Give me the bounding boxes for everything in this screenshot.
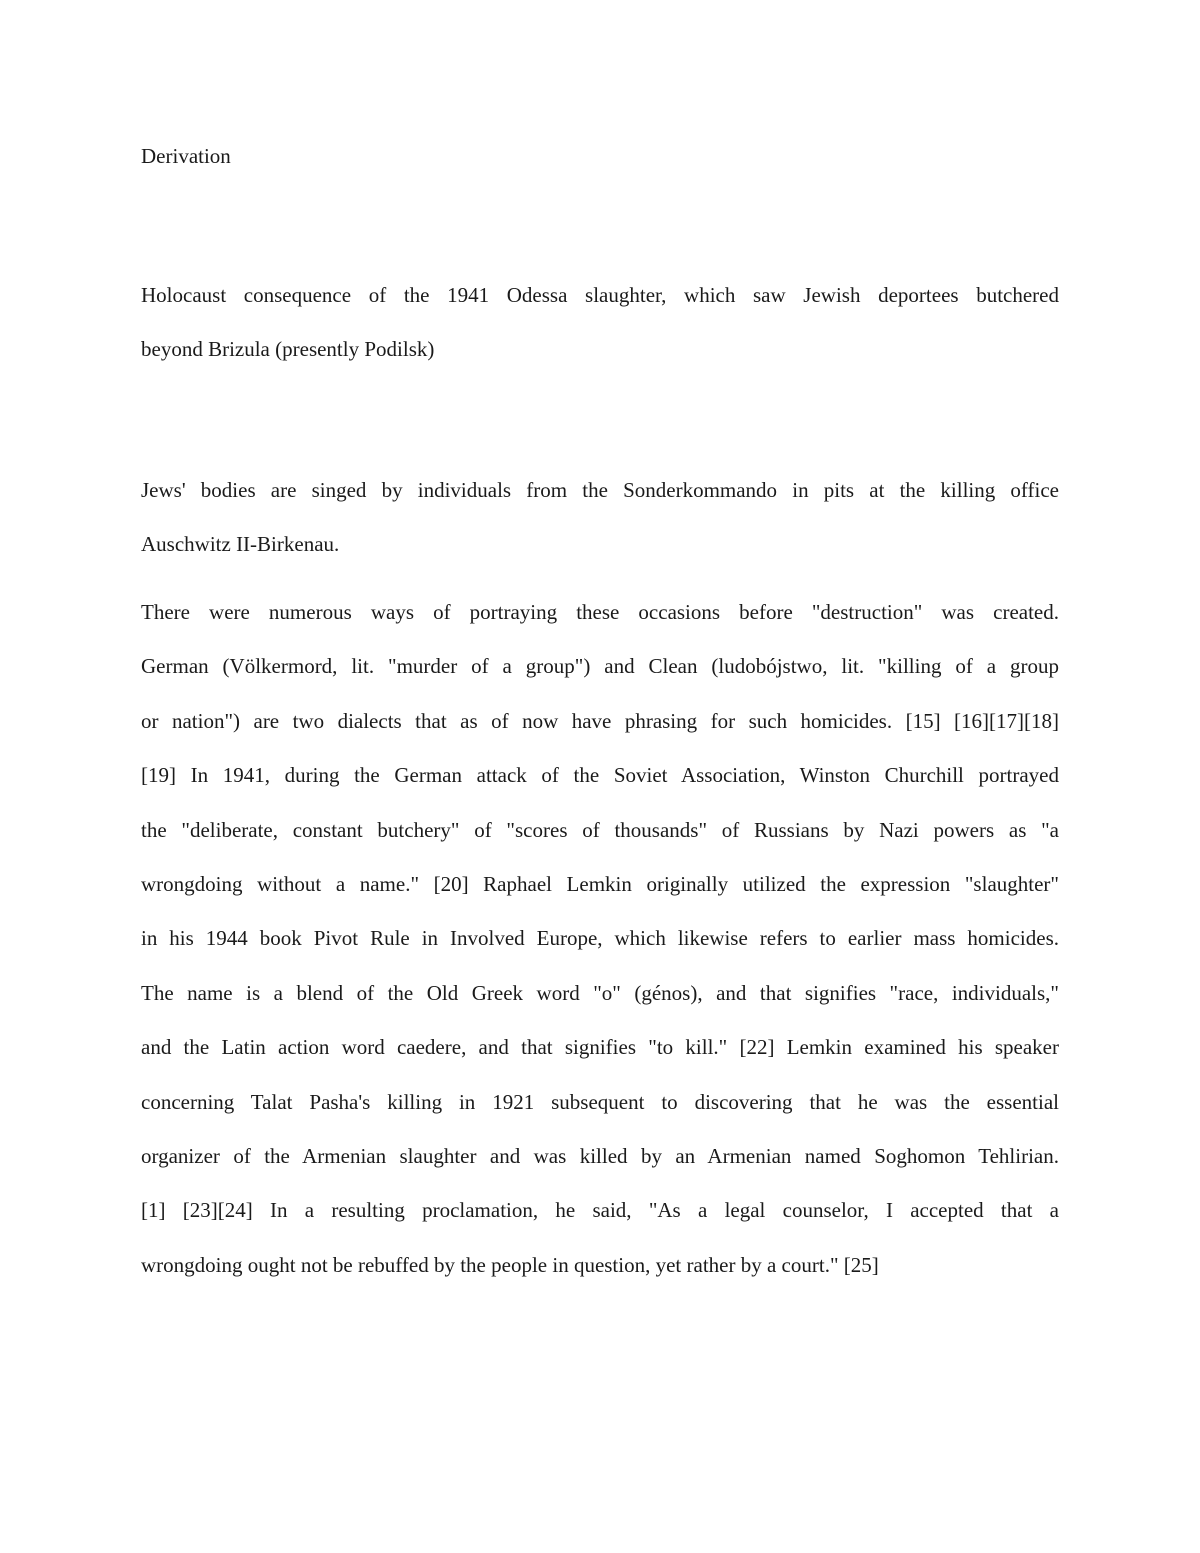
caption-paragraph-1	[141, 268, 1059, 377]
body-line: There were numerous ways of portraying these occasions before "destruction" was created.	[141, 600, 1059, 624]
document-heading: Derivation	[141, 144, 231, 168]
body-line: wrongdoing without a name." [20] Raphael Lemkin originally utilized the expression "slaughter"	[141, 871, 1059, 896]
body-line: and the Latin action word caedere, and that signifies "to kill." [22] Lemkin examined his speaker	[141, 1035, 1059, 1060]
caption-1-line: Holocaust consequence of the 1941 Odessa slaughter, which saw Jewish deportees butchered	[141, 283, 1059, 307]
caption-2-line: Auschwitz II-Birkenau.	[141, 532, 340, 557]
caption-paragraph-2	[141, 463, 1059, 572]
body-line: The name is a blend of the Old Greek word "o" (génos), and that signifies "race, individuals,"	[141, 980, 1059, 1005]
body-line: concerning Talat Pasha's killing in 1921 subsequent to discovering that he was the essential	[141, 1089, 1059, 1114]
body-paragraph	[141, 585, 1059, 1292]
body-line: [1] [23][24] In a resulting proclamation, he said, "As a legal counselor, I accepted that a	[141, 1198, 1059, 1223]
caption-2-line: Jews' bodies are singed by individuals from the Sonderkommando in pits at the killing office	[141, 478, 1059, 502]
body-line: in his 1944 book Pivot Rule in Involved Europe, which likewise refers to earlier mass homicides.	[141, 926, 1059, 951]
body-line: German (Völkermord, lit. "murder of a group") and Clean (ludobójstwo, lit. "killing of a group	[141, 654, 1059, 679]
body-line: the "deliberate, constant butchery" of "scores of thousands" of Russians by Nazi powers as "a	[141, 817, 1059, 842]
body-line: organizer of the Armenian slaughter and was killed by an Armenian named Soghomon Tehlirian.	[141, 1143, 1059, 1168]
caption-1-line: beyond Brizula (presently Podilsk)	[141, 337, 435, 362]
body-line: [19] In 1941, during the German attack of the Soviet Association, Winston Churchill portrayed	[141, 763, 1059, 788]
body-line: wrongdoing ought not be rebuffed by the people in question, yet rather by a court." [25]	[141, 1252, 879, 1277]
body-line: or nation") are two dialects that as of now have phrasing for such homicides. [15] [16][17][18]	[141, 708, 1059, 733]
